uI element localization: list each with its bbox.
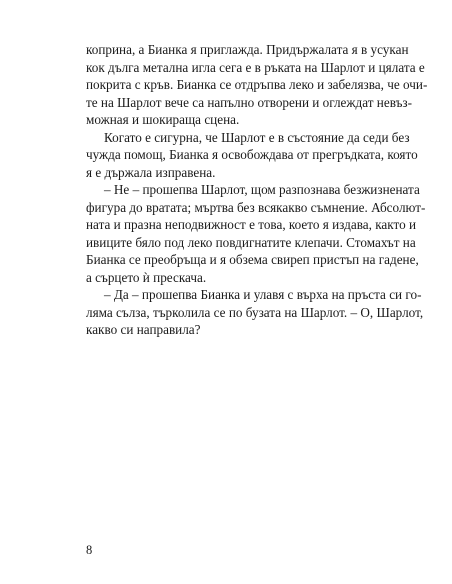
page-number: 8 [86,543,93,557]
text-line: покрита с кръв. Бианка се отдръпва леко и забелязва, че очи- [86,77,428,92]
text-line: чужда помощ, Бианка я освобождава от прегръдката, която [86,147,418,162]
paragraph [86,181,426,286]
text-line: – Да – прошепва Бианка и улавя с върха на пръста си го- [104,287,422,302]
body-text [86,41,428,339]
text-line: я е държала изправена. [86,164,216,180]
text-line: ивиците бяло под леко повдигнатите клепачи. Стомахът на [86,234,416,250]
text-line: какво си направила? [86,322,201,337]
text-line: фигура до вратата; мъртва без всякакво съмнение. Абсолют- [86,199,426,215]
text-line: можная и шокираща сцена. [86,112,240,127]
text-line: ляма сълза, търколила се по бузата на Шарлот. – О, Шарлот, [86,304,424,320]
text-line: – Не – прошепва Шарлот, щом разпознава безжизнената [104,182,420,197]
text-line: кок дълга метална игла сега е в ръката на Шарлот и цялата е [86,59,425,75]
text-line: Когато е сигурна, че Шарлот е в състояние да седи без [104,129,410,145]
paragraph [86,286,424,339]
paragraph [86,41,428,129]
text-line: те на Шарлот вече са напълно отворени и оглеждат невъз- [86,94,413,110]
text-line: а сърцето ѝ прескача. [86,269,207,285]
paragraph [86,129,418,182]
text-line: Бианка се преобръща и я обзема свиреп пристъп на гадене, [86,252,419,267]
text-line: ната и празна неподвижност е това, което я издава, както и [86,217,417,232]
text-line: коприна, а Бианка я приглажда. Придържалата я в усукан [86,42,409,57]
